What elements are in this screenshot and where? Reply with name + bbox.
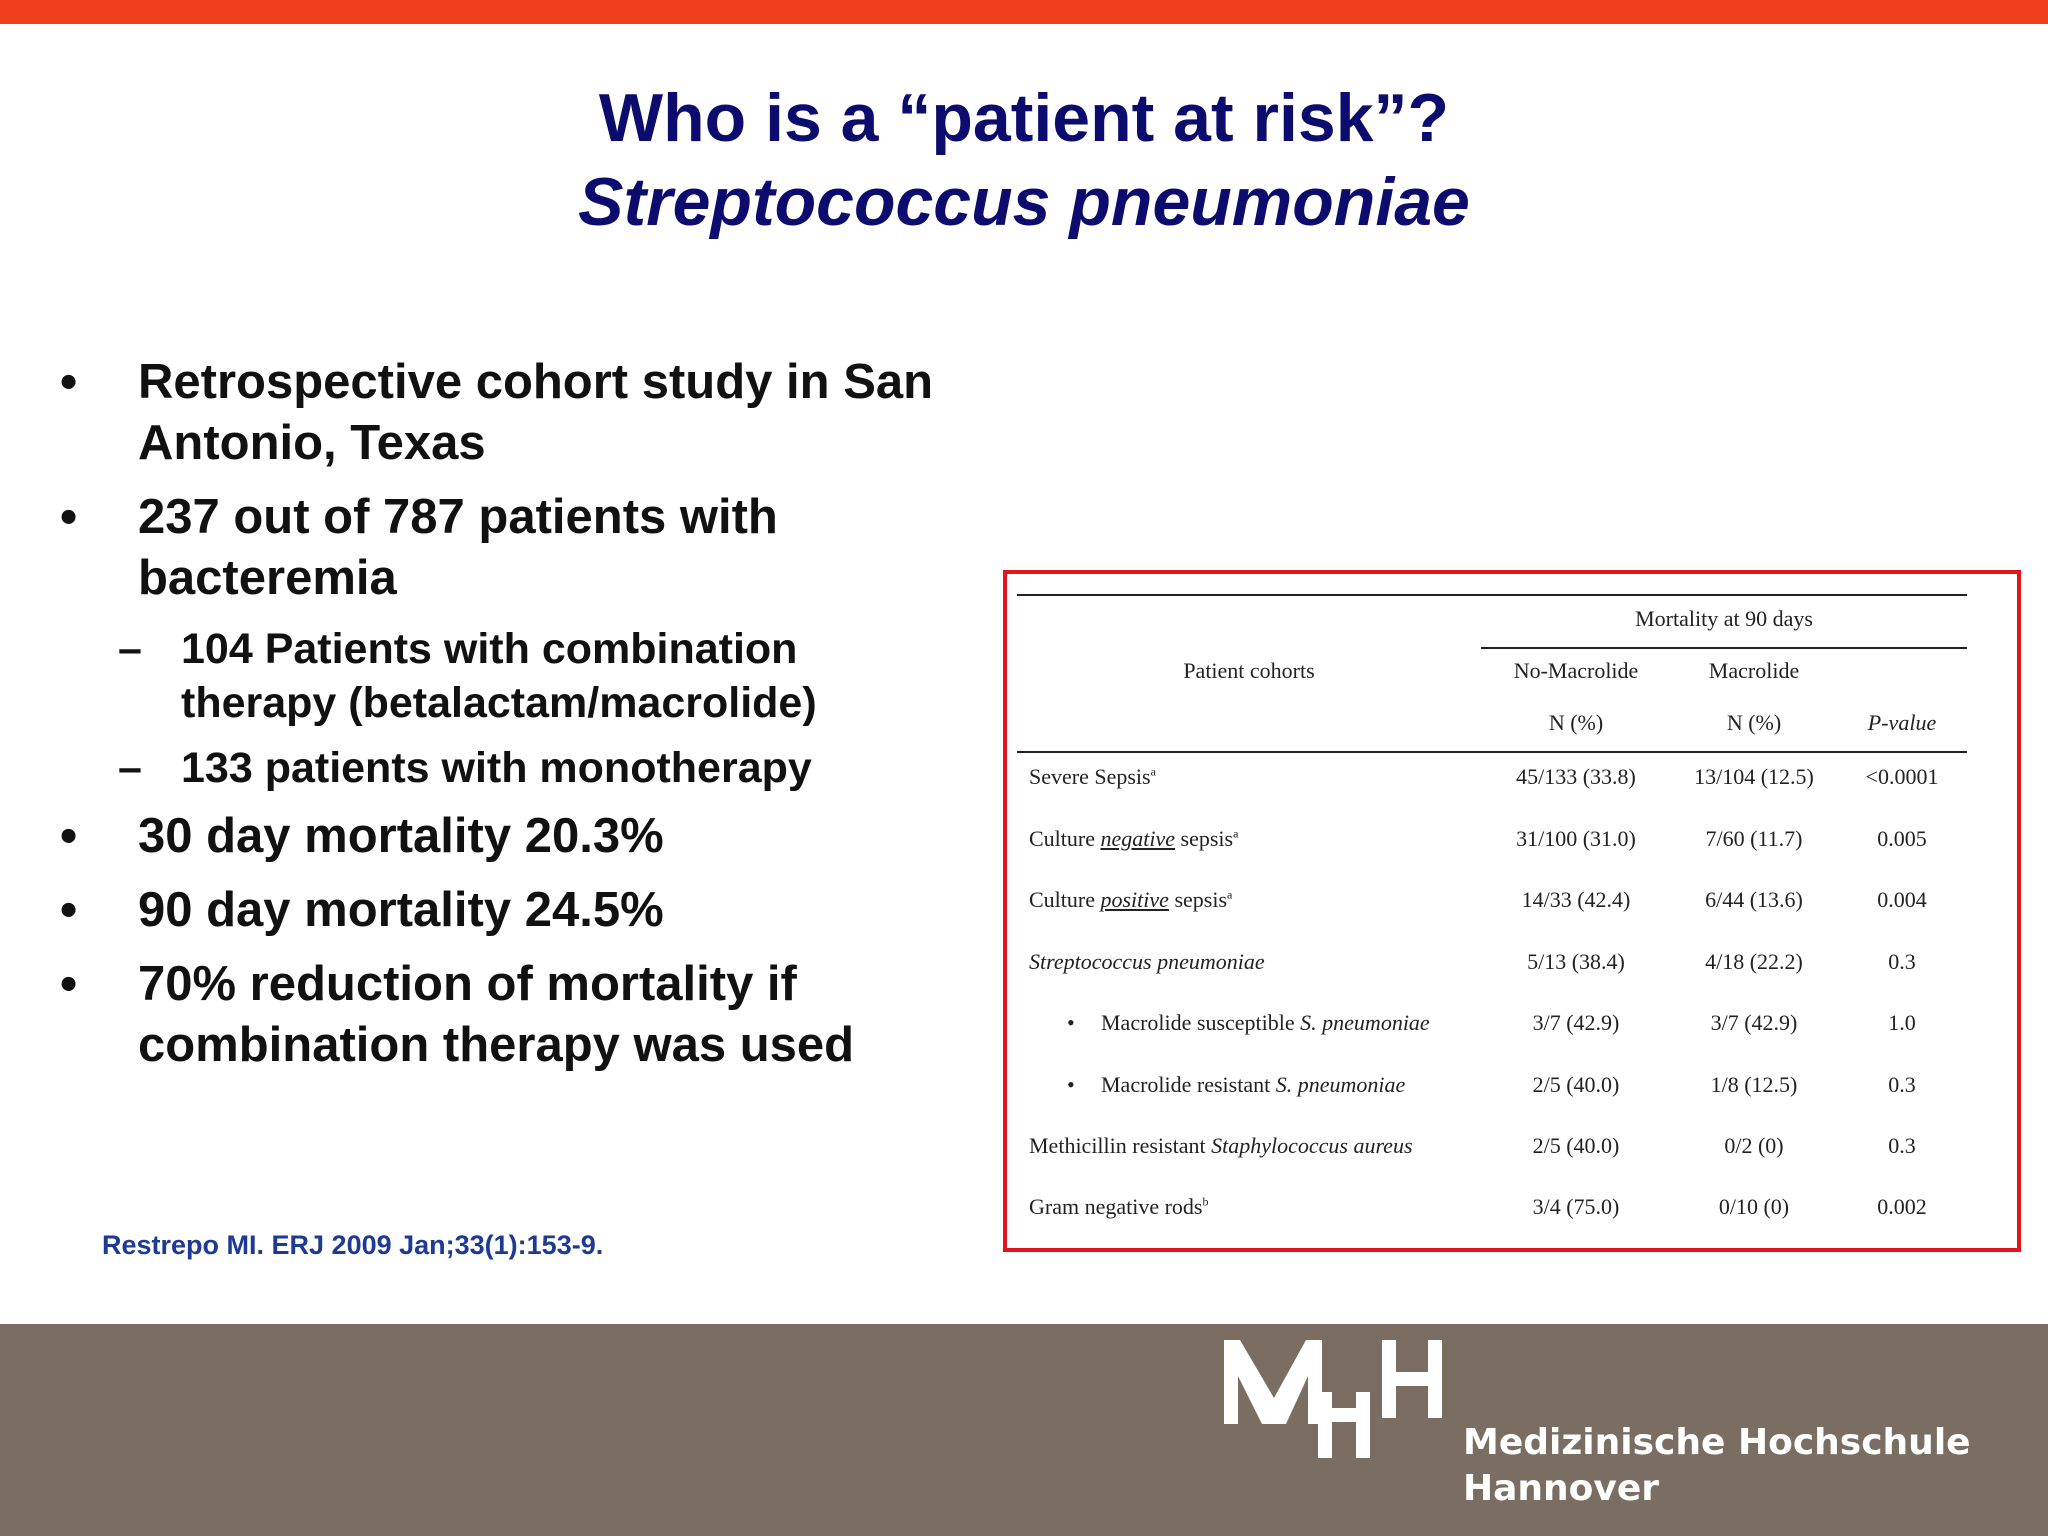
cell-p-value: 0.004 (1877, 887, 1927, 912)
header-mortality-90-days: Mortality at 90 days (1635, 606, 1813, 631)
table-rule-header (1017, 751, 1967, 753)
sub-bullet-dash: – (118, 625, 142, 673)
cell-p-value: 0.002 (1877, 1194, 1927, 1219)
row-label: Macrolide susceptible S. pneumoniae (1101, 1010, 1430, 1035)
cell-macrolide: 3/7 (42.9) (1710, 1010, 1798, 1035)
cell-p-value: 0.3 (1888, 949, 1916, 974)
row-label: Gram negative rods$^b$ (1029, 1194, 1209, 1219)
citation: Restrepo MI. ERJ 2009 Jan;33(1):153-9. (102, 1230, 604, 1260)
bullet-dot: • (60, 355, 78, 409)
cell-macrolide: 7/60 (11.7) (1705, 826, 1803, 851)
sub-bullet-dash: – (118, 744, 142, 792)
cell-no-macrolide: 14/33 (42.4) (1521, 887, 1631, 912)
bullet-text: 30 day mortality 20.3% (138, 809, 664, 863)
row-label: Macrolide resistant S. pneumoniae (1101, 1072, 1406, 1097)
bullet-item (56, 352, 956, 474)
results-table (1017, 594, 1967, 1234)
cell-p-value: 0.3 (1888, 1133, 1916, 1158)
row-label: Methicillin resistant Staphylococcus aureus (1029, 1133, 1413, 1158)
bullet-item (56, 880, 956, 941)
top-accent-bar (0, 0, 2048, 24)
bullet-text: 237 out of 787 patients with bacteremia (138, 490, 778, 605)
header-n-percent-2: N (%) (1726, 710, 1782, 735)
row-bullet: • (1067, 1010, 1075, 1035)
cell-p-value: 1.0 (1888, 1010, 1916, 1035)
cell-p-value: <0.0001 (1865, 764, 1939, 789)
slide-title (0, 76, 2048, 244)
title-line-2: Streptococcus pneumoniae (578, 164, 1470, 240)
cell-no-macrolide: 2/5 (40.0) (1532, 1133, 1620, 1158)
header-patient-cohorts: Patient cohorts (1183, 658, 1315, 683)
cell-no-macrolide: 31/100 (31.0) (1516, 826, 1636, 851)
row-label: Culture negative sepsis$^a$ (1029, 826, 1239, 851)
cell-no-macrolide: 3/7 (42.9) (1532, 1010, 1620, 1035)
header-macrolide: Macrolide (1708, 658, 1800, 683)
bullet-dot: • (60, 490, 78, 544)
table-rule-group (1481, 647, 1967, 649)
cell-no-macrolide: 45/133 (33.8) (1516, 764, 1636, 789)
sub-bullet-text: 133 patients with monotherapy (181, 744, 812, 792)
bullet-item (56, 954, 956, 1076)
results-table-frame (1003, 570, 2021, 1252)
sub-bullet-item (56, 741, 956, 795)
bullet-dot: • (60, 883, 78, 937)
cell-macrolide: 13/104 (12.5) (1694, 764, 1814, 789)
bullet-list (56, 352, 956, 1089)
cell-macrolide: 4/18 (22.2) (1705, 949, 1803, 974)
table-rule-top (1017, 594, 1967, 596)
bullet-dot: • (60, 957, 78, 1011)
bullet-text: 70% reduction of mortality if combination therapy was used (138, 957, 855, 1072)
cell-macrolide: 0/2 (0) (1724, 1133, 1784, 1158)
bullet-item (56, 806, 956, 867)
row-bullet: • (1067, 1072, 1075, 1097)
cell-macrolide: 1/8 (12.5) (1710, 1072, 1798, 1097)
cell-no-macrolide: 2/5 (40.0) (1532, 1072, 1620, 1097)
cell-macrolide: 6/44 (13.6) (1705, 887, 1803, 912)
cell-macrolide: 0/10 (0) (1718, 1194, 1790, 1219)
institution-name (1463, 1420, 1971, 1512)
cell-p-value: 0.3 (1888, 1072, 1916, 1097)
bullet-text: Retrospective cohort study in San Antonio, Texas (138, 355, 934, 470)
header-no-macrolide: No-Macrolide (1513, 658, 1639, 683)
cell-no-macrolide: 5/13 (38.4) (1527, 949, 1625, 974)
bullet-dot: • (60, 809, 78, 863)
cell-p-value: 0.005 (1877, 826, 1927, 851)
institution-name-line-2: Hannover (1463, 1468, 1660, 1509)
sub-bullet-text: 104 Patients with combination therapy (betalactam/macrolide) (181, 625, 817, 727)
row-label: Streptococcus pneumoniae (1029, 949, 1265, 974)
mhh-logo-mark (1222, 1340, 1452, 1460)
institution-name-line-1: Medizinische Hochschule (1463, 1422, 1971, 1463)
header-n-percent-1: N (%) (1548, 710, 1604, 735)
sub-bullet-item (56, 622, 956, 730)
header-p-value: P-value (1867, 710, 1937, 735)
title-line-1: Who is a “patient at risk”? (598, 80, 1450, 156)
bullet-item (56, 487, 956, 609)
cell-no-macrolide: 3/4 (75.0) (1532, 1194, 1620, 1219)
row-label: Culture positive sepsis$^a$ (1029, 887, 1233, 912)
bullet-text: 90 day mortality 24.5% (138, 883, 664, 937)
row-label: Severe Sepsis$^a$ (1029, 764, 1156, 789)
